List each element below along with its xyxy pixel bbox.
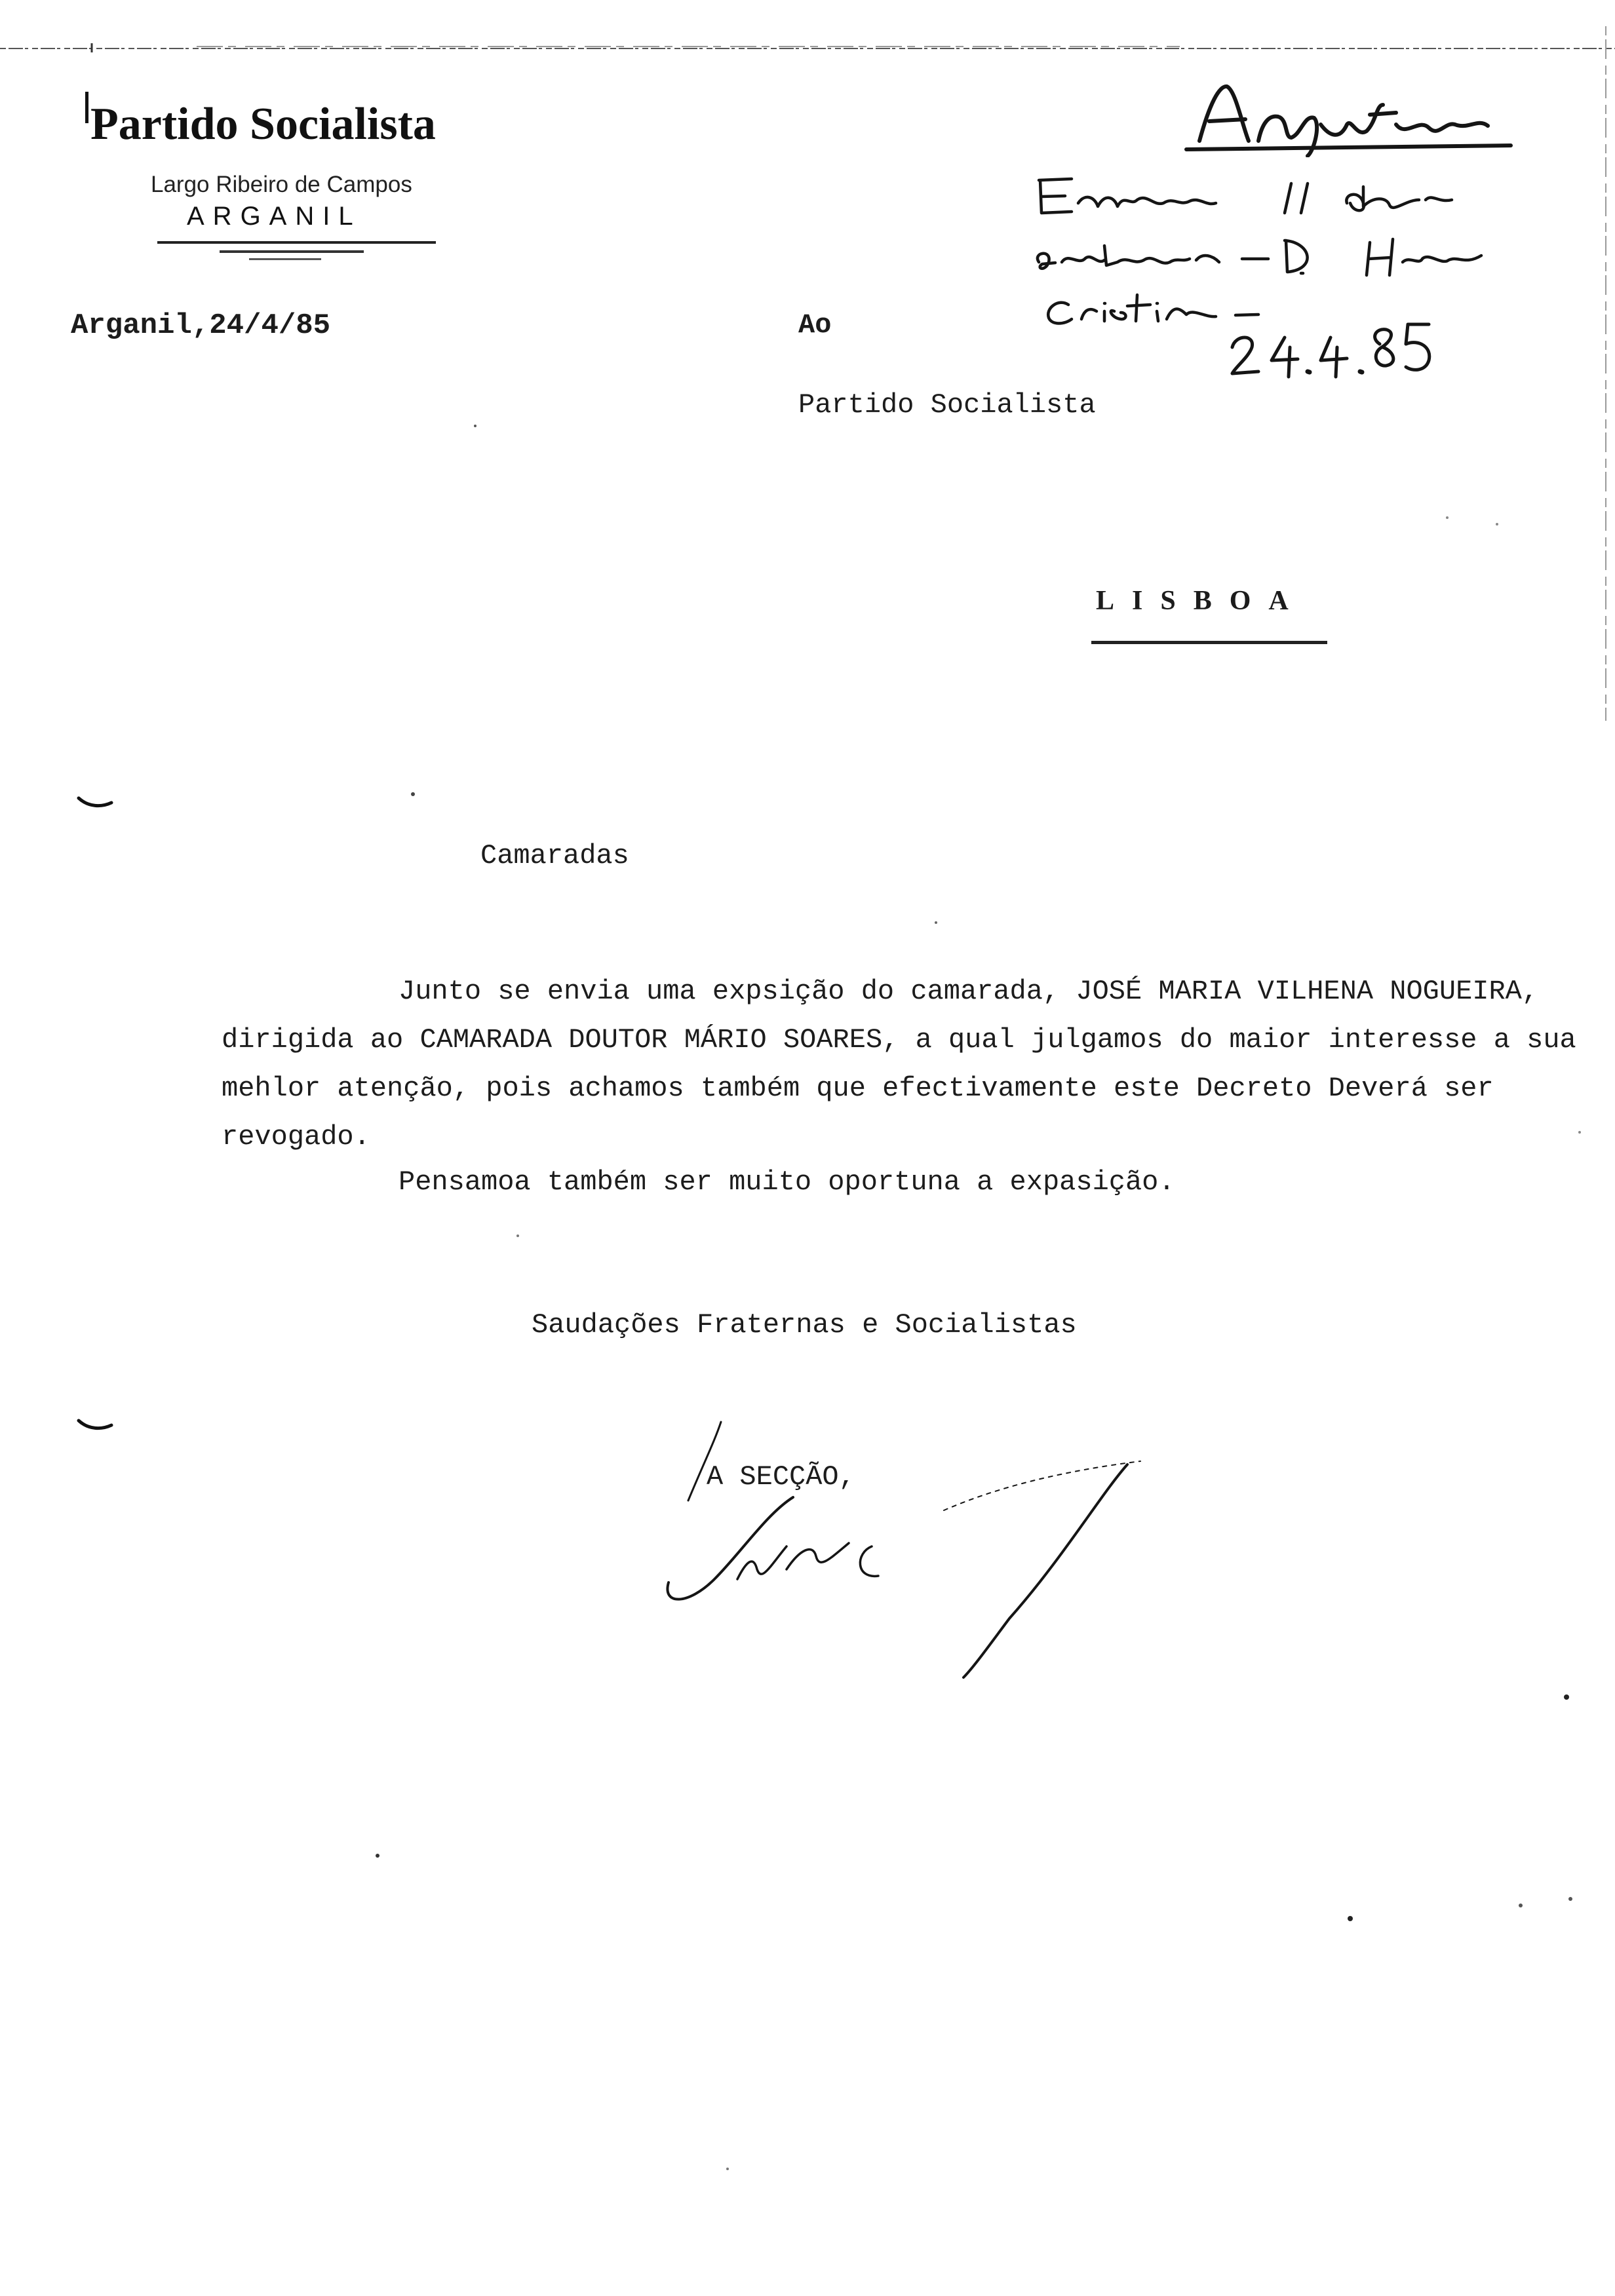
closing: Saudações Fraternas e Socialistas <box>532 1309 1077 1341</box>
recipient-city: LISBOA <box>1096 586 1306 616</box>
letterhead-organization: Partido Socialista <box>90 99 436 149</box>
salutation: Camaradas <box>480 840 629 871</box>
body-paragraph-1-text: Junto se envia uma expsição do camarada, JOSÉ MARIA VILHENA NOGUEIRA, dirigida ao CAMARADA DOUTOR MÁRIO SOARES, a qual julgamos do maior interesse a sua mehlor atenção, pois achamos também que efectivamente este Decreto Deverá ser revogado. <box>222 976 1576 1153</box>
signature-label: A SECÇÃO, <box>707 1461 855 1493</box>
letter-date: Arganil,24/4/85 <box>71 309 331 342</box>
letterhead-town: ARGANIL <box>187 202 362 231</box>
recipient-name: Partido Socialista <box>798 389 1096 421</box>
letterhead-address: Largo Ribeiro de Campos <box>151 172 412 197</box>
body-paragraph-2: Pensamoa também ser muito oportuna a expasição. <box>399 1166 1175 1198</box>
recipient-prefix: Ao <box>798 309 832 341</box>
